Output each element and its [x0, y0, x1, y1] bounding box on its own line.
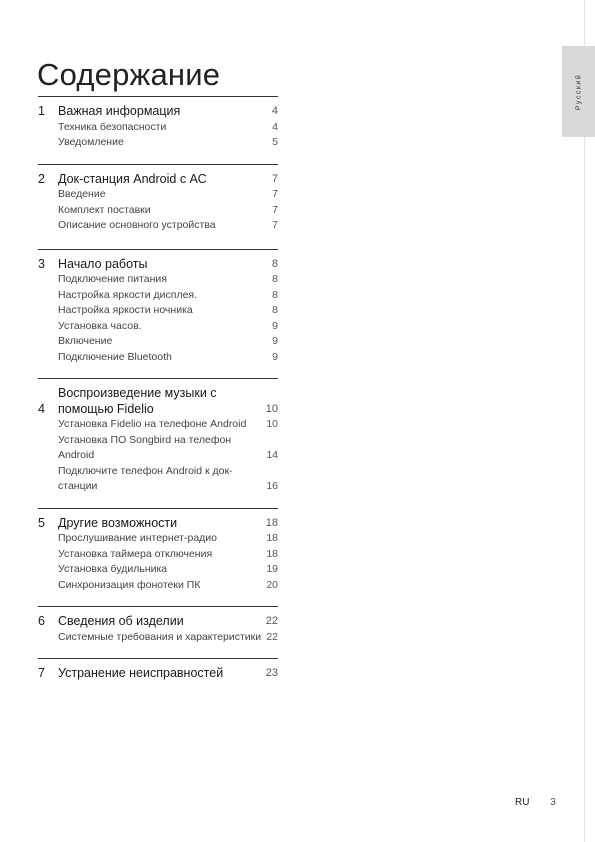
- section-title: Важная информация: [58, 104, 181, 118]
- entry-title: Комплект поставки: [58, 203, 151, 216]
- section-title: Другие возможности: [58, 515, 178, 530]
- entry-page-number: 9: [272, 350, 278, 363]
- toc-section-3: [38, 249, 278, 366]
- section-title: Док-станция Android с АС: [58, 171, 207, 186]
- entry-title: Введение: [58, 188, 106, 200]
- toc-section-heading[interactable]: [38, 614, 278, 630]
- entry-page-number: 18: [266, 547, 278, 560]
- toc-section-heading[interactable]: [38, 386, 278, 417]
- toc-entry-list: [58, 531, 278, 593]
- toc-section-heading[interactable]: [38, 257, 278, 273]
- language-side-tab: [562, 46, 595, 137]
- entry-page-number: 19: [266, 563, 278, 575]
- entry-page-number: 20: [266, 578, 278, 591]
- section-page-number: 18: [265, 516, 278, 529]
- toc-entry[interactable]: [58, 433, 278, 464]
- entry-title: Установка Fidelio на телефоне Android: [58, 418, 247, 430]
- entry-title: Установка таймера отключения: [58, 547, 213, 560]
- entry-title: Включение: [58, 335, 113, 347]
- toc-section-heading[interactable]: [38, 516, 278, 532]
- toc-entry[interactable]: [58, 187, 278, 203]
- toc-entry[interactable]: [58, 203, 278, 219]
- section-page-number: 22: [265, 615, 278, 627]
- entry-page-number: 18: [266, 532, 278, 544]
- toc-entry-list: [58, 120, 278, 151]
- toc-entry[interactable]: [58, 303, 278, 319]
- toc-section-6: [38, 606, 278, 645]
- section-title: Воспроизведение музыки с помощью Fidelio: [58, 386, 217, 416]
- entry-page-number: 7: [272, 188, 278, 200]
- entry-page-number: 8: [272, 273, 278, 285]
- entry-title: Установка часов.: [58, 319, 142, 332]
- toc-entry[interactable]: [58, 218, 278, 234]
- entry-page-number: 4: [272, 120, 278, 133]
- section-page-number: 10: [265, 402, 278, 415]
- entry-page-number: 8: [272, 288, 278, 301]
- section-number: 2: [38, 171, 45, 186]
- section-title: Сведения об изделии: [58, 614, 184, 628]
- toc-entry[interactable]: [58, 562, 278, 578]
- section-number: 6: [38, 614, 45, 628]
- entry-page-number: 8: [272, 304, 278, 316]
- section-title: Устранение неисправностей: [58, 666, 224, 680]
- section-page-number: 7: [271, 172, 278, 185]
- section-page-number: 23: [265, 667, 278, 679]
- toc-entry[interactable]: [58, 334, 278, 350]
- entry-page-number: 5: [272, 136, 278, 148]
- entry-title: Системные требования и характеристики: [58, 630, 262, 643]
- toc-entry[interactable]: [58, 417, 278, 433]
- entry-title: Подключение Bluetooth: [58, 350, 172, 363]
- entry-title: Установка будильника: [58, 563, 168, 575]
- toc-section-heading[interactable]: [38, 104, 278, 120]
- toc-entry[interactable]: [58, 288, 278, 304]
- entry-page-number: 16: [266, 480, 278, 492]
- toc-entry-list: [58, 272, 278, 365]
- entry-title: Прослушивание интернет-радио: [58, 532, 218, 544]
- entry-title: Техника безопасности: [58, 120, 167, 133]
- entry-title: Настройка яркости ночника: [58, 304, 193, 316]
- toc-entry[interactable]: [58, 464, 278, 495]
- section-number: 1: [38, 104, 45, 118]
- toc-entry[interactable]: [58, 135, 278, 151]
- toc-section-7: [38, 658, 278, 682]
- toc-entry[interactable]: [58, 120, 278, 136]
- toc-section-4: [38, 378, 278, 495]
- footer-language-code: RU: [515, 797, 530, 808]
- section-number: 5: [38, 515, 45, 530]
- entry-title: Описание основного устройства: [58, 219, 216, 231]
- toc-entry[interactable]: [58, 531, 278, 547]
- entry-page-number: 9: [272, 335, 278, 347]
- entry-page-number: 14: [266, 449, 278, 461]
- toc-section-2: [38, 164, 278, 234]
- toc-entry[interactable]: [58, 319, 278, 335]
- toc-entry-list: [58, 187, 278, 234]
- toc-section-1: [38, 96, 278, 151]
- entry-page-number: 7: [272, 219, 278, 231]
- toc-section-5: [38, 508, 278, 594]
- entry-page-number: 10: [266, 418, 278, 430]
- entry-title: Уведомление: [58, 136, 124, 148]
- footer-page-number: 3: [550, 797, 556, 808]
- toc-entry[interactable]: [58, 578, 278, 594]
- toc-section-heading[interactable]: [38, 666, 278, 682]
- entry-page-number: 9: [272, 319, 278, 332]
- page-footer: [515, 797, 556, 808]
- entry-title: Подключите телефон Android к док-станции: [58, 464, 233, 492]
- toc-entry[interactable]: [58, 630, 278, 646]
- toc-section-heading[interactable]: [38, 172, 278, 188]
- entry-page-number: 22: [266, 630, 278, 643]
- entry-title: Синхронизация фонотеки ПК: [58, 578, 201, 591]
- section-number: 7: [38, 666, 45, 680]
- table-of-contents: [38, 96, 278, 682]
- language-tab-label: Русский: [575, 73, 582, 110]
- entry-title: Установка ПО Songbird на телефон Android: [58, 433, 232, 461]
- page-title: Содержание: [37, 56, 221, 92]
- section-page-number: 4: [271, 105, 278, 117]
- toc-entry[interactable]: [58, 350, 278, 366]
- toc-entry[interactable]: [58, 547, 278, 563]
- entry-page-number: 7: [272, 203, 278, 216]
- section-page-number: 8: [271, 257, 278, 270]
- section-title: Начало работы: [58, 256, 148, 271]
- entry-title: Настройка яркости дисплея.: [58, 288, 198, 301]
- toc-entry-list: [58, 630, 278, 646]
- entry-title: Подключение питания: [58, 273, 167, 285]
- section-number: 3: [38, 256, 45, 271]
- section-number: 4: [38, 401, 45, 416]
- toc-entry-list: [58, 417, 278, 495]
- toc-entry[interactable]: [58, 272, 278, 288]
